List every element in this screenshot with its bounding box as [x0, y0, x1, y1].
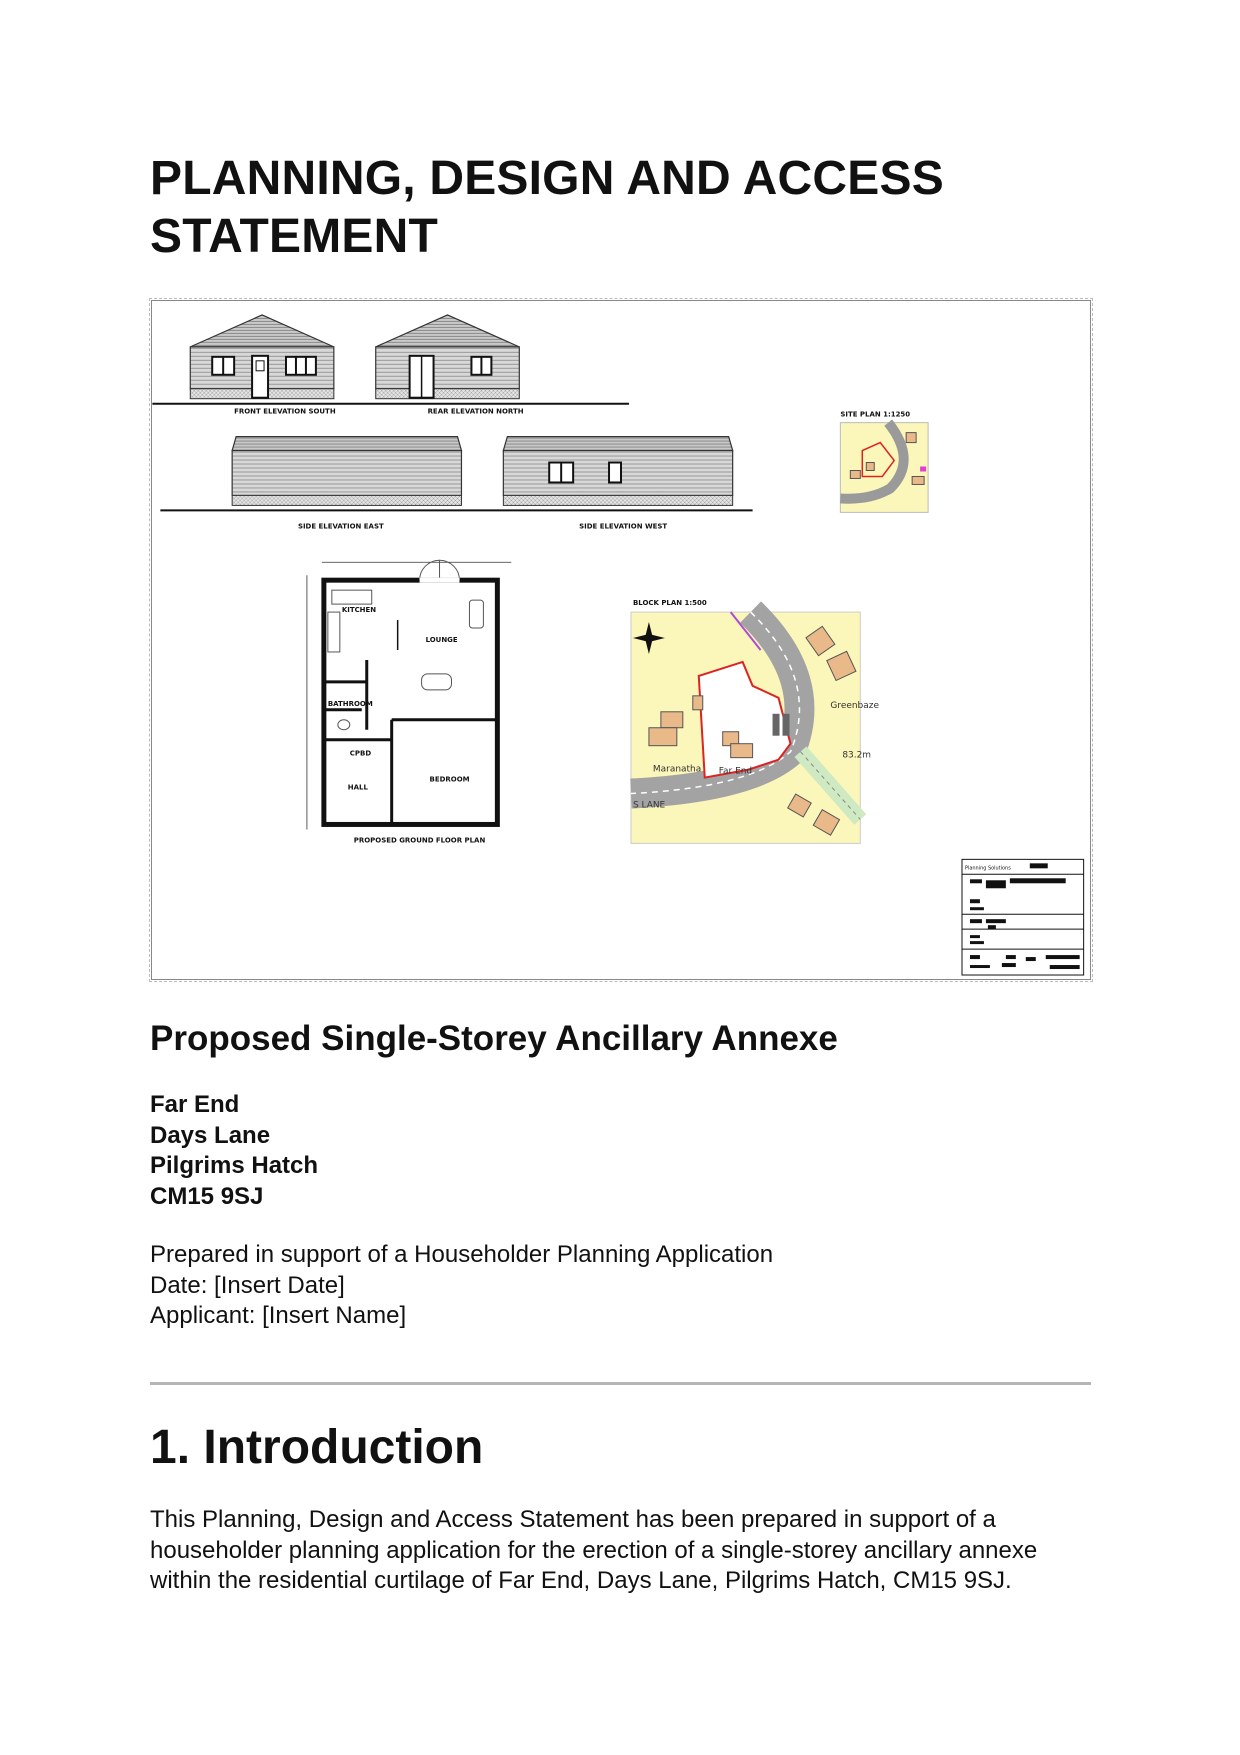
site-plan: [840, 411, 928, 513]
intro-line: within the residential curtilage of Far End, Days Lane, Pilgrims Hatch, CM15 9SJ.: [150, 1567, 1012, 1594]
rear-elevation-label: REAR ELEVATION NORTH: [427, 407, 524, 416]
address-line: CM15 9SJ: [150, 1182, 264, 1210]
document-subtitle: Proposed Single-Storey Ancillary Annexe: [150, 1019, 838, 1058]
room-bedroom: BEDROOM: [429, 775, 470, 784]
front-elevation: [190, 315, 336, 416]
side-west-label: SIDE ELEVATION WEST: [579, 522, 668, 531]
document-title: [150, 150, 1090, 266]
title-block-label: Planning Solutions: [964, 865, 1011, 872]
title-block: [962, 859, 1084, 975]
intro-line: householder planning application for the erection of a single-storey ancillary annexe: [150, 1536, 1038, 1564]
side-elevation-east: [232, 437, 461, 531]
map-label-height: 83.2m: [842, 750, 872, 761]
address-line: Far End: [150, 1091, 240, 1118]
architectural-drawing: [151, 300, 1091, 980]
room-bathroom: BATHROOM: [327, 699, 373, 708]
block-plan: [631, 599, 879, 843]
room-cpbd: CPBD: [349, 749, 372, 758]
applicant-line: Applicant: [Insert Name]: [150, 1302, 407, 1329]
address-line: Pilgrims Hatch: [150, 1152, 319, 1179]
room-hall: HALL: [347, 783, 368, 792]
site-plan-label: SITE PLAN 1:1250: [840, 410, 911, 419]
address-line: Days Lane: [150, 1121, 271, 1149]
horizontal-divider: [150, 1382, 1091, 1385]
room-kitchen: KITCHEN: [341, 606, 377, 615]
map-label-far-end: Far End: [718, 766, 753, 777]
site-address: [150, 1090, 318, 1212]
side-east-label: SIDE ELEVATION EAST: [297, 522, 384, 531]
block-plan-label: BLOCK PLAN 1:500: [632, 599, 707, 608]
map-label-maranatha: Maranatha: [652, 764, 702, 775]
intro-paragraph: [150, 1505, 1091, 1597]
rear-elevation: [376, 315, 524, 416]
date-line: Date: [Insert Date]: [150, 1271, 345, 1299]
ground-floor-plan: [307, 560, 511, 844]
title-line-1: PLANNING, DESIGN AND ACCESS: [150, 152, 944, 205]
map-label-greenbaze: Greenbaze: [830, 700, 879, 711]
front-elevation-label: FRONT ELEVATION SOUTH: [234, 407, 336, 416]
prepared-info: [150, 1240, 773, 1332]
map-label-lane: S LANE: [632, 800, 666, 811]
title-line-2: STATEMENT: [150, 210, 438, 263]
section-heading: 1. Introduction: [150, 1421, 484, 1474]
prepared-line: Prepared in support of a Householder Planning Application: [150, 1241, 774, 1268]
intro-line: This Planning, Design and Access Statement has been prepared in support of a: [150, 1506, 996, 1533]
room-lounge: LOUNGE: [425, 635, 458, 644]
drawing-svg: [152, 301, 1090, 979]
floor-plan-label: PROPOSED GROUND FLOOR PLAN: [353, 836, 486, 845]
side-elevation-west: [503, 437, 732, 531]
